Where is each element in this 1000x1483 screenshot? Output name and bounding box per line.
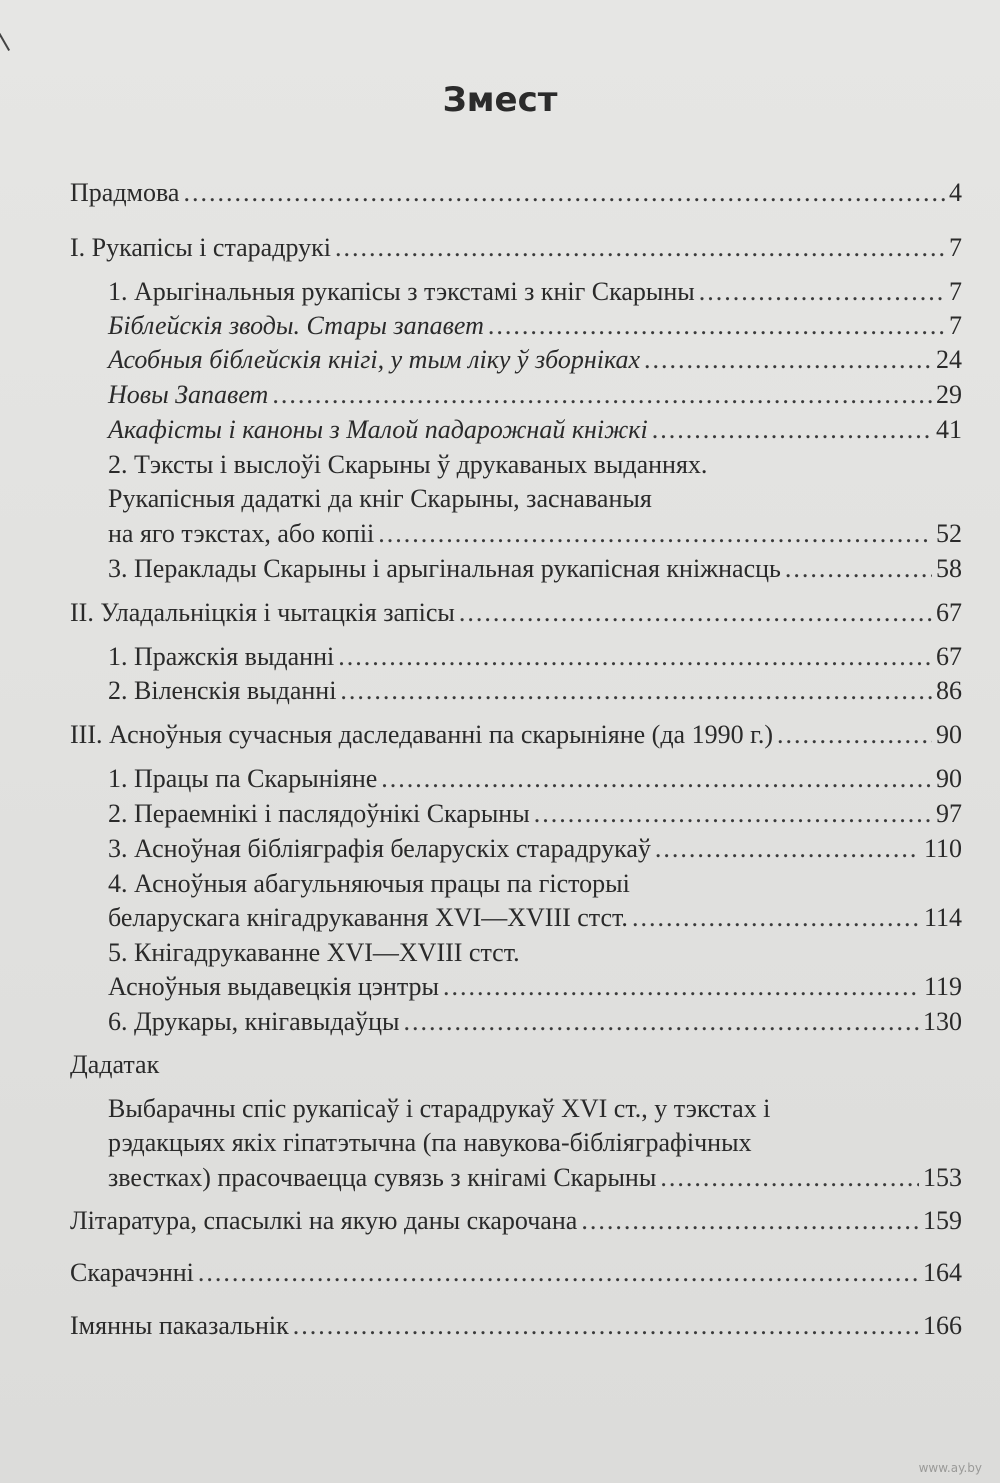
toc-entry — [108, 415, 962, 445]
toc-entry-page: 58 — [936, 554, 962, 583]
dot-leader — [183, 178, 945, 208]
toc-entry — [108, 903, 962, 933]
toc-entry-text: на яго тэкстах, або копіі — [108, 519, 375, 548]
toc-entry-line — [108, 484, 962, 514]
toc-entry-text: Прадмова — [70, 178, 180, 207]
dot-leader — [785, 554, 932, 584]
toc-entry-line — [70, 1050, 962, 1080]
dot-leader — [652, 415, 932, 445]
toc-entry-page: 29 — [936, 380, 962, 409]
dot-leader — [699, 277, 945, 307]
dot-leader — [335, 233, 945, 263]
dot-leader — [340, 676, 932, 706]
toc-entry — [108, 1163, 962, 1193]
toc-entry-page: 52 — [936, 519, 962, 548]
toc-entry-line — [108, 938, 962, 968]
toc-entry-page: 153 — [923, 1163, 962, 1192]
toc-entry-page: 166 — [923, 1311, 962, 1340]
toc-entry-page: 41 — [936, 415, 962, 444]
toc-entry-page: 7 — [949, 311, 962, 340]
toc-entry — [70, 233, 962, 263]
dot-leader — [404, 1007, 919, 1037]
dot-leader — [338, 642, 932, 672]
page-title: Змест — [442, 80, 558, 120]
dot-leader — [644, 345, 932, 375]
dot-leader — [272, 380, 932, 410]
toc-entry-text: Дадатак — [70, 1050, 160, 1079]
dot-leader — [660, 1163, 919, 1193]
toc-entry-line — [108, 1094, 962, 1124]
toc-entry-page: 159 — [923, 1206, 962, 1235]
toc-entry-text: I. Рукапісы і старадрукі — [70, 233, 331, 262]
toc-entry — [108, 799, 962, 829]
toc-entry-text: 2. Тэксты і выслоўі Скарыны ў друкаваных выданнях. — [108, 450, 708, 479]
toc-entry-page: 24 — [936, 345, 962, 374]
toc-entry-text: Выбарачны спіс рукапісаў і старадрукаў XVI ст., у тэкстах і — [108, 1094, 771, 1123]
toc-entry — [70, 1258, 962, 1288]
dot-leader — [581, 1206, 919, 1236]
toc-entry-page: 164 — [923, 1258, 962, 1287]
toc-entry-page: 114 — [923, 903, 962, 932]
toc-entry-text: 5. Кнігадрукаванне XVI—XVIII стст. — [108, 938, 520, 967]
toc-entry — [108, 972, 962, 1002]
toc-entry-text: 3. Пераклады Скарыны і арыгінальная рукапісная кніжнасць — [108, 554, 781, 583]
toc-entry-text: Рукапісныя дадаткі да кніг Скарыны, заснаваныя — [108, 484, 652, 513]
toc-entry-text: 2. Віленскія выданні — [108, 676, 337, 705]
toc-entry-text: Асноўныя выдавецкія цэнтры — [108, 972, 439, 1001]
toc-entry — [108, 311, 962, 341]
page-corner-mark — [0, 19, 19, 51]
toc-entry-text: 1. Арыгінальныя рукапісы з тэкстамі з кніг Скарыны — [108, 277, 695, 306]
toc-entry-text: Імянны паказальнік — [70, 1311, 289, 1340]
toc-entry-line — [108, 1128, 962, 1158]
toc-entry-text: Новы Запавет — [108, 380, 269, 409]
toc-entry-text: 6. Друкары, кнігавыдаўцы — [108, 1007, 400, 1036]
toc-entry-text: беларускага кнігадрукавання XVI—XVIII стст. — [108, 903, 628, 932]
toc-entry — [70, 598, 962, 628]
dot-leader — [632, 903, 920, 933]
dot-leader — [378, 519, 932, 549]
dot-leader — [459, 598, 932, 628]
toc-entry-text: рэдакцыях якіх гіпатэтычна (па навукова-бібліяграфічных — [108, 1128, 752, 1157]
toc-entry-page: 130 — [923, 1007, 962, 1036]
dot-leader — [534, 799, 932, 829]
toc-entry — [70, 178, 962, 208]
toc-entry — [108, 519, 962, 549]
toc-entry — [108, 642, 962, 672]
toc-entry — [108, 764, 962, 794]
toc-entry — [108, 277, 962, 307]
toc-entry-text: 1. Працы па Скарыніяне — [108, 764, 378, 793]
toc-entry-text: Асобныя біблейскія кнігі, у тым ліку ў зборніках — [108, 345, 640, 374]
toc-entry-text: Літаратура, спасылкі на якую даны скарочана — [70, 1206, 578, 1235]
toc-entry — [108, 834, 962, 864]
dot-leader — [655, 834, 920, 864]
toc-entry-text: звестках) прасочваецца сувязь з кнігамі Скарыны — [108, 1163, 657, 1192]
toc-entry — [108, 345, 962, 375]
toc-entry-text: 3. Асноўная бібліяграфія беларускіх старадрукаў — [108, 834, 651, 863]
toc-entry-line — [108, 869, 962, 899]
dot-leader — [381, 764, 932, 794]
toc-entry — [108, 1007, 962, 1037]
toc-entry-line — [108, 450, 962, 480]
toc-entry-page: 90 — [936, 764, 962, 793]
toc-entry-page: 119 — [923, 972, 962, 1001]
dot-leader — [777, 720, 932, 750]
toc-entry — [70, 1311, 962, 1341]
toc-entry-page: 90 — [936, 720, 962, 749]
toc-entry — [108, 554, 962, 584]
toc-entry-text: Акафісты і каноны з Малой падарожнай кніжкі — [108, 415, 648, 444]
toc-entry-text: III. Асноўныя сучасныя даследаванні па скарыніяне (да 1990 г.) — [70, 720, 773, 749]
toc-entry-text: II. Уладальніцкія і чытацкія запісы — [70, 598, 455, 627]
dot-leader — [443, 972, 920, 1002]
toc-entry-text: 2. Пераемнікі і паслядоўнікі Скарыны — [108, 799, 530, 828]
toc-entry-page: 4 — [949, 178, 962, 207]
toc-entry — [108, 676, 962, 706]
toc-entry — [70, 720, 962, 750]
toc-entry-page: 110 — [923, 834, 962, 863]
toc-entry-page: 7 — [949, 277, 962, 306]
toc-entry-page: 7 — [949, 233, 962, 262]
toc-entry — [108, 380, 962, 410]
dot-leader — [198, 1258, 919, 1288]
toc-entry-page: 97 — [936, 799, 962, 828]
toc-entry-text: 1. Пражскія выданні — [108, 642, 335, 671]
toc-entry-text: Скарачэнні — [70, 1258, 194, 1287]
toc-entry-page: 86 — [936, 676, 962, 705]
dot-leader — [293, 1311, 919, 1341]
dot-leader — [488, 311, 945, 341]
toc-entry — [70, 1206, 962, 1236]
toc-entry-page: 67 — [936, 598, 962, 627]
watermark: www.ay.by — [918, 1461, 982, 1475]
toc-entry-text: Біблейскія зводы. Стары запавет — [108, 311, 484, 340]
toc-entry-text: 4. Асноўныя абагульняючыя працы па гісторыі — [108, 869, 630, 898]
toc-entry-page: 67 — [936, 642, 962, 671]
